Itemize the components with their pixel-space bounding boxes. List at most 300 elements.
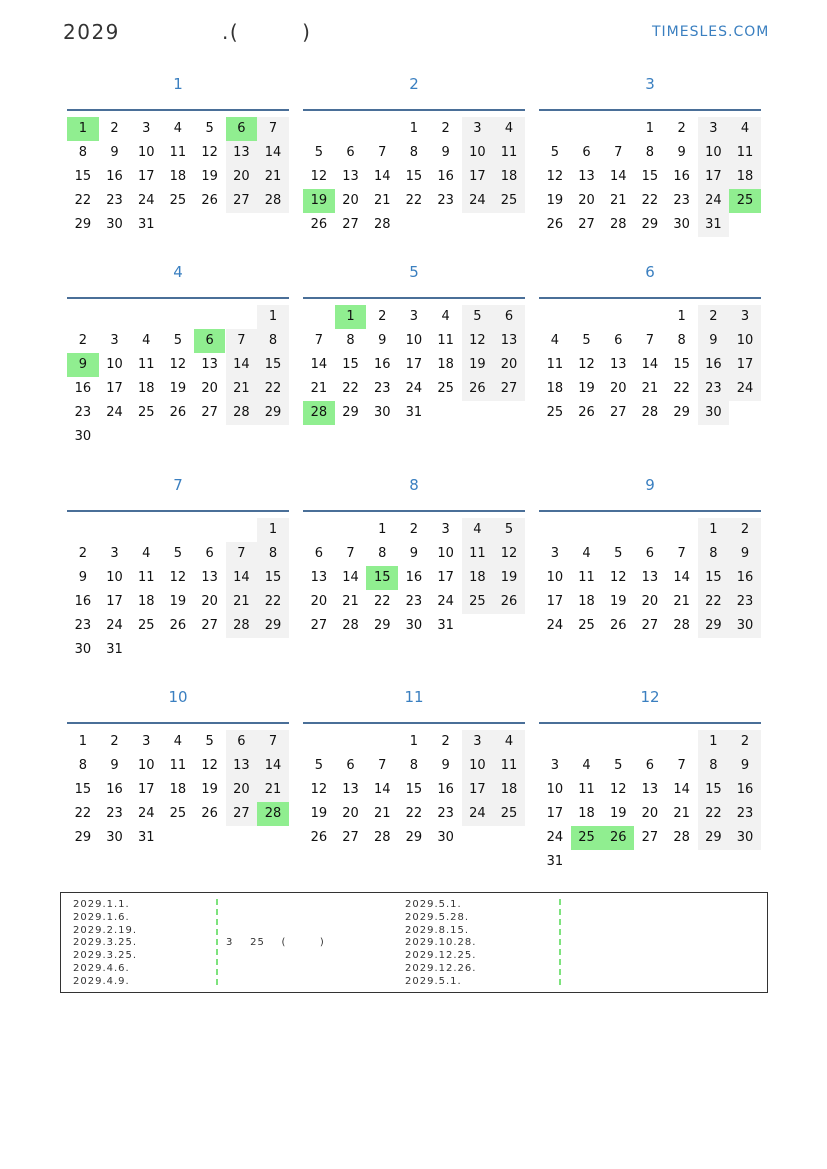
day-cell: 29 [698, 614, 730, 638]
day-cell: 18 [437, 357, 454, 372]
day-cell: 16 [729, 566, 761, 590]
day-cell: 27 [226, 189, 258, 213]
day-cell: 17 [106, 594, 123, 609]
note-line: 2029.10.28. [405, 937, 477, 949]
day-cell: 2 [677, 121, 686, 136]
day-cell: 14 [226, 353, 258, 377]
day-cell: 7 [378, 145, 387, 160]
day-cell: 9 [110, 758, 119, 773]
day-cell: 15 [698, 566, 730, 590]
day-cell: 23 [729, 802, 761, 826]
day-cell: 7 [257, 117, 289, 141]
site-brand[interactable]: TIMESLES.COM [652, 24, 770, 40]
day-cell: 31 [437, 618, 454, 633]
day-cell: 14 [609, 169, 627, 184]
day-cell: 27 [342, 830, 359, 845]
day-cell: 13 [201, 357, 218, 372]
day-cell: 20 [609, 381, 627, 396]
day-cell: 22 [74, 193, 92, 208]
day-cell: 19 [201, 782, 218, 797]
day-cell: 23 [405, 594, 423, 609]
day-cell: 3 [550, 758, 559, 773]
day-cell: 27 [578, 217, 595, 232]
day-cell: 18 [546, 381, 564, 396]
day-cell: 10 [462, 141, 494, 165]
day-cell: 20 [226, 165, 258, 189]
month-day-grid [303, 722, 525, 845]
day-cell: 1 [335, 305, 367, 329]
day-cell: 27 [310, 618, 328, 633]
day-cell: 28 [609, 217, 627, 232]
day-cell: 24 [546, 830, 564, 845]
day-cell: 7 [677, 758, 686, 773]
day-cell: 22 [698, 590, 730, 614]
day-cell: 20 [226, 778, 258, 802]
day-cell: 24 [546, 618, 564, 633]
day-cell: 6 [645, 758, 655, 773]
day-cell: 11 [493, 754, 525, 778]
day-cell: 22 [257, 590, 289, 614]
day-cell: 13 [493, 329, 525, 353]
day-cell: 18 [137, 594, 155, 609]
day-cell: 19 [462, 353, 494, 377]
day-cell: 14 [342, 570, 359, 585]
day-cell: 1 [409, 734, 419, 749]
day-cell: 10 [137, 758, 155, 773]
day-cell: 19 [310, 806, 328, 821]
day-cell: 30 [673, 217, 690, 232]
day-cell: 10 [137, 145, 155, 160]
day-cell: 26 [546, 217, 564, 232]
day-cell: 28 [373, 830, 391, 845]
month-name: 11 [404, 688, 424, 706]
month-day-grid [539, 297, 761, 420]
day-cell: 14 [373, 782, 391, 797]
day-cell: 8 [409, 758, 419, 773]
day-cell: 5 [614, 546, 623, 561]
day-cell: 19 [493, 566, 525, 590]
month-name: 4 [173, 263, 183, 281]
day-cell: 24 [405, 381, 423, 396]
day-cell: 13 [201, 570, 218, 585]
day-cell: 7 [677, 546, 686, 561]
month-day-grid [539, 722, 761, 869]
day-cell: 18 [578, 594, 595, 609]
day-cell: 8 [78, 758, 87, 773]
notes-left-descriptions [226, 899, 325, 989]
day-cell: 17 [106, 381, 123, 396]
day-cell: 5 [462, 305, 494, 329]
day-cell: 25 [493, 802, 525, 826]
day-cell: 28 [673, 830, 690, 845]
day-cell: 22 [257, 377, 289, 401]
day-cell: 12 [609, 782, 627, 797]
month-name: 2 [409, 75, 419, 93]
day-cell: 8 [677, 333, 686, 348]
day-cell: 21 [342, 594, 359, 609]
day-cell: 30 [405, 618, 423, 633]
day-cell: 8 [645, 145, 655, 160]
day-cell: 2 [378, 309, 387, 324]
day-cell: 12 [310, 169, 328, 184]
day-cell: 18 [493, 778, 525, 802]
day-cell: 6 [205, 546, 214, 561]
day-cell: 29 [698, 826, 730, 850]
day-cell: 6 [645, 546, 655, 561]
month-name: 5 [409, 263, 419, 281]
day-cell: 17 [137, 169, 155, 184]
day-cell: 6 [582, 145, 591, 160]
day-cell: 23 [698, 377, 730, 401]
day-cell: 26 [493, 590, 525, 614]
day-cell: 21 [226, 590, 258, 614]
day-cell: 11 [578, 782, 595, 797]
day-cell: 5 [582, 333, 591, 348]
day-cell: 19 [303, 189, 335, 213]
day-cell: 4 [582, 546, 591, 561]
day-cell: 15 [342, 357, 359, 372]
day-cell: 31 [698, 213, 730, 237]
day-cell: 15 [405, 782, 423, 797]
day-cell: 11 [493, 141, 525, 165]
month-name: 10 [168, 688, 188, 706]
day-cell: 26 [201, 806, 218, 821]
day-cell: 14 [373, 169, 391, 184]
day-cell: 30 [106, 217, 123, 232]
day-cell: 25 [546, 405, 564, 420]
day-cell: 5 [314, 145, 323, 160]
day-cell: 22 [373, 594, 391, 609]
day-cell: 8 [409, 145, 419, 160]
day-cell: 20 [310, 594, 328, 609]
day-cell: 9 [441, 758, 450, 773]
day-cell: 6 [226, 730, 258, 754]
day-cell: 29 [405, 830, 423, 845]
day-cell: 18 [169, 169, 187, 184]
day-cell: 20 [342, 806, 359, 821]
day-cell: 7 [226, 329, 258, 353]
day-cell: 8 [698, 754, 730, 778]
day-cell: 5 [205, 734, 214, 749]
day-cell: 12 [310, 782, 328, 797]
day-cell: 30 [729, 614, 761, 638]
day-cell: 21 [226, 377, 258, 401]
day-cell: 18 [462, 566, 494, 590]
day-cell: 9 [67, 353, 99, 377]
day-cell: 21 [673, 594, 690, 609]
day-cell: 23 [373, 381, 391, 396]
notes-right-dates [405, 899, 476, 989]
day-cell: 15 [641, 169, 659, 184]
day-cell: 29 [373, 618, 391, 633]
day-cell: 26 [169, 618, 187, 633]
day-cell: 26 [602, 826, 634, 850]
day-cell: 10 [698, 141, 730, 165]
note-line: 2029.4.9. [73, 975, 130, 987]
day-cell: 15 [74, 782, 92, 797]
day-cell: 28 [373, 217, 391, 232]
month-day-grid [67, 109, 289, 232]
day-cell: 18 [578, 806, 595, 821]
day-cell: 21 [609, 193, 627, 208]
day-cell: 24 [106, 405, 123, 420]
note-line: 2029.3.25. [73, 950, 138, 962]
day-cell: 11 [729, 141, 761, 165]
day-cell: 11 [137, 570, 155, 585]
day-cell: 22 [405, 806, 423, 821]
note-line: 2029.1.6. [73, 911, 130, 923]
month-day-grid [303, 109, 525, 232]
day-cell: 13 [578, 169, 595, 184]
note-line: 3 25 ( ) [226, 937, 325, 949]
day-cell: 12 [169, 570, 187, 585]
month-day-grid [303, 297, 525, 420]
day-cell: 2 [698, 305, 730, 329]
day-cell: 21 [673, 806, 690, 821]
day-cell: 21 [257, 165, 289, 189]
day-cell: 13 [641, 570, 659, 585]
day-cell: 21 [257, 778, 289, 802]
day-cell: 5 [614, 758, 623, 773]
day-cell: 7 [645, 333, 655, 348]
day-cell: 25 [169, 193, 187, 208]
notes-left-separator [216, 899, 220, 985]
day-cell: 28 [257, 189, 289, 213]
note-line: 2029.5.28. [405, 911, 470, 923]
day-cell: 24 [106, 618, 123, 633]
day-cell: 21 [310, 381, 328, 396]
day-cell: 17 [462, 778, 494, 802]
day-cell: 3 [441, 522, 450, 537]
day-cell: 9 [677, 145, 686, 160]
holiday-notes-box [60, 892, 768, 993]
day-cell: 25 [169, 806, 187, 821]
day-cell: 18 [169, 782, 187, 797]
notes-left-dates [73, 899, 137, 989]
day-cell: 19 [169, 381, 187, 396]
day-cell: 4 [173, 734, 183, 749]
day-cell: 27 [201, 618, 218, 633]
day-cell: 24 [729, 377, 761, 401]
note-line [226, 963, 325, 976]
note-line: 2029.5.1. [405, 899, 462, 910]
day-cell: 16 [74, 381, 92, 396]
day-cell: 1 [409, 121, 419, 136]
day-cell: 27 [226, 802, 258, 826]
day-cell: 3 [110, 546, 119, 561]
day-cell: 10 [405, 333, 423, 348]
day-cell: 17 [546, 594, 564, 609]
day-cell: 5 [493, 518, 525, 542]
day-cell: 2 [441, 121, 450, 136]
day-cell: 15 [257, 566, 289, 590]
day-cell: 7 [614, 145, 623, 160]
day-cell: 2 [729, 518, 761, 542]
day-cell: 23 [437, 193, 454, 208]
day-cell: 14 [673, 570, 690, 585]
day-cell: 26 [169, 405, 187, 420]
day-cell: 7 [378, 758, 387, 773]
day-cell: 14 [310, 357, 328, 372]
day-cell: 8 [257, 329, 289, 353]
month-day-grid [539, 109, 761, 232]
day-cell: 9 [441, 145, 450, 160]
day-cell: 22 [405, 193, 423, 208]
day-cell: 8 [346, 333, 355, 348]
day-cell: 11 [578, 570, 595, 585]
day-cell: 29 [342, 405, 359, 420]
day-cell: 20 [641, 806, 659, 821]
day-cell: 23 [106, 806, 123, 821]
day-cell: 20 [641, 594, 659, 609]
day-cell: 16 [437, 169, 454, 184]
day-cell: 31 [106, 642, 123, 657]
note-line [226, 950, 325, 963]
day-cell: 13 [641, 782, 659, 797]
month-day-grid [303, 510, 525, 633]
day-cell: 28 [342, 618, 359, 633]
day-cell: 4 [729, 117, 761, 141]
day-cell: 21 [373, 806, 391, 821]
day-cell: 27 [493, 377, 525, 401]
day-cell: 13 [609, 357, 627, 372]
day-cell: 23 [729, 590, 761, 614]
day-cell: 16 [673, 169, 690, 184]
day-cell: 2 [729, 730, 761, 754]
day-cell: 17 [698, 165, 730, 189]
day-cell: 7 [314, 333, 323, 348]
day-cell: 29 [257, 614, 289, 638]
note-line [226, 976, 325, 989]
day-cell: 23 [106, 193, 123, 208]
day-cell: 9 [698, 329, 730, 353]
day-cell: 10 [462, 754, 494, 778]
day-cell: 29 [641, 217, 659, 232]
day-cell: 15 [74, 169, 92, 184]
day-cell: 23 [74, 405, 92, 420]
month-name: 9 [645, 476, 655, 494]
day-cell: 28 [641, 405, 659, 420]
day-cell: 3 [729, 305, 761, 329]
day-cell: 18 [137, 381, 155, 396]
day-cell: 25 [437, 381, 454, 396]
day-cell: 25 [137, 618, 155, 633]
day-cell: 1 [698, 730, 730, 754]
day-cell: 3 [462, 730, 494, 754]
day-cell: 9 [110, 145, 119, 160]
month-day-grid [539, 510, 761, 633]
day-cell: 4 [462, 518, 494, 542]
day-cell: 6 [346, 145, 355, 160]
day-cell: 11 [169, 758, 187, 773]
note-line: 2029.5.1. [405, 975, 462, 987]
day-cell: 8 [257, 542, 289, 566]
day-cell: 29 [74, 217, 92, 232]
day-cell: 13 [342, 169, 359, 184]
month-name: 7 [173, 476, 183, 494]
day-cell: 15 [366, 566, 398, 590]
day-cell: 2 [110, 734, 119, 749]
note-line: 2029.4.6. [73, 962, 130, 974]
day-cell: 6 [346, 758, 355, 773]
day-cell: 31 [137, 217, 155, 232]
day-cell: 9 [729, 542, 761, 566]
day-cell: 13 [226, 141, 258, 165]
day-cell: 2 [78, 546, 87, 561]
day-cell: 19 [169, 594, 187, 609]
month-name: 3 [645, 75, 655, 93]
day-cell: 31 [546, 854, 564, 869]
day-cell: 10 [729, 329, 761, 353]
month-name: 12 [640, 688, 660, 706]
day-cell: 19 [201, 169, 218, 184]
note-line: 2029.8.15. [405, 924, 470, 936]
day-cell: 9 [378, 333, 387, 348]
day-cell: 19 [609, 806, 627, 821]
day-cell: 24 [137, 193, 155, 208]
day-cell: 23 [437, 806, 454, 821]
day-cell: 9 [78, 570, 87, 585]
note-line [226, 912, 325, 925]
day-cell: 25 [462, 590, 494, 614]
day-cell: 12 [609, 570, 627, 585]
day-cell: 10 [546, 570, 564, 585]
day-cell: 24 [462, 189, 494, 213]
day-cell: 19 [578, 381, 595, 396]
page-title: 2029 .( ) [63, 20, 312, 44]
day-cell: 25 [578, 618, 595, 633]
month-day-grid [67, 722, 289, 845]
day-cell: 29 [673, 405, 690, 420]
day-cell: 10 [437, 546, 454, 561]
day-cell: 20 [493, 353, 525, 377]
day-cell: 29 [74, 830, 92, 845]
day-cell: 10 [106, 570, 123, 585]
day-cell: 4 [550, 333, 559, 348]
day-cell: 20 [201, 381, 218, 396]
day-cell: 27 [641, 830, 659, 845]
day-cell: 22 [698, 802, 730, 826]
day-cell: 25 [493, 189, 525, 213]
day-cell: 3 [462, 117, 494, 141]
day-cell: 16 [729, 778, 761, 802]
day-cell: 6 [194, 329, 226, 353]
day-cell: 3 [110, 333, 119, 348]
day-cell: 27 [201, 405, 218, 420]
month-name: 1 [173, 75, 183, 93]
day-cell: 1 [677, 309, 686, 324]
day-cell: 1 [257, 518, 289, 542]
day-cell: 5 [173, 546, 183, 561]
day-cell: 13 [310, 570, 328, 585]
day-cell: 19 [609, 594, 627, 609]
day-cell: 5 [314, 758, 323, 773]
day-cell: 8 [378, 546, 387, 561]
day-cell: 30 [437, 830, 454, 845]
day-cell: 17 [405, 357, 423, 372]
day-cell: 30 [74, 642, 92, 657]
day-cell: 30 [373, 405, 391, 420]
note-line: 2029.12.26. [405, 962, 477, 974]
day-cell: 4 [142, 546, 151, 561]
day-cell: 1 [698, 518, 730, 542]
day-cell: 1 [67, 117, 99, 141]
day-cell: 7 [226, 542, 258, 566]
day-cell: 9 [409, 546, 419, 561]
day-cell: 9 [729, 754, 761, 778]
day-cell: 30 [106, 830, 123, 845]
day-cell: 20 [578, 193, 595, 208]
